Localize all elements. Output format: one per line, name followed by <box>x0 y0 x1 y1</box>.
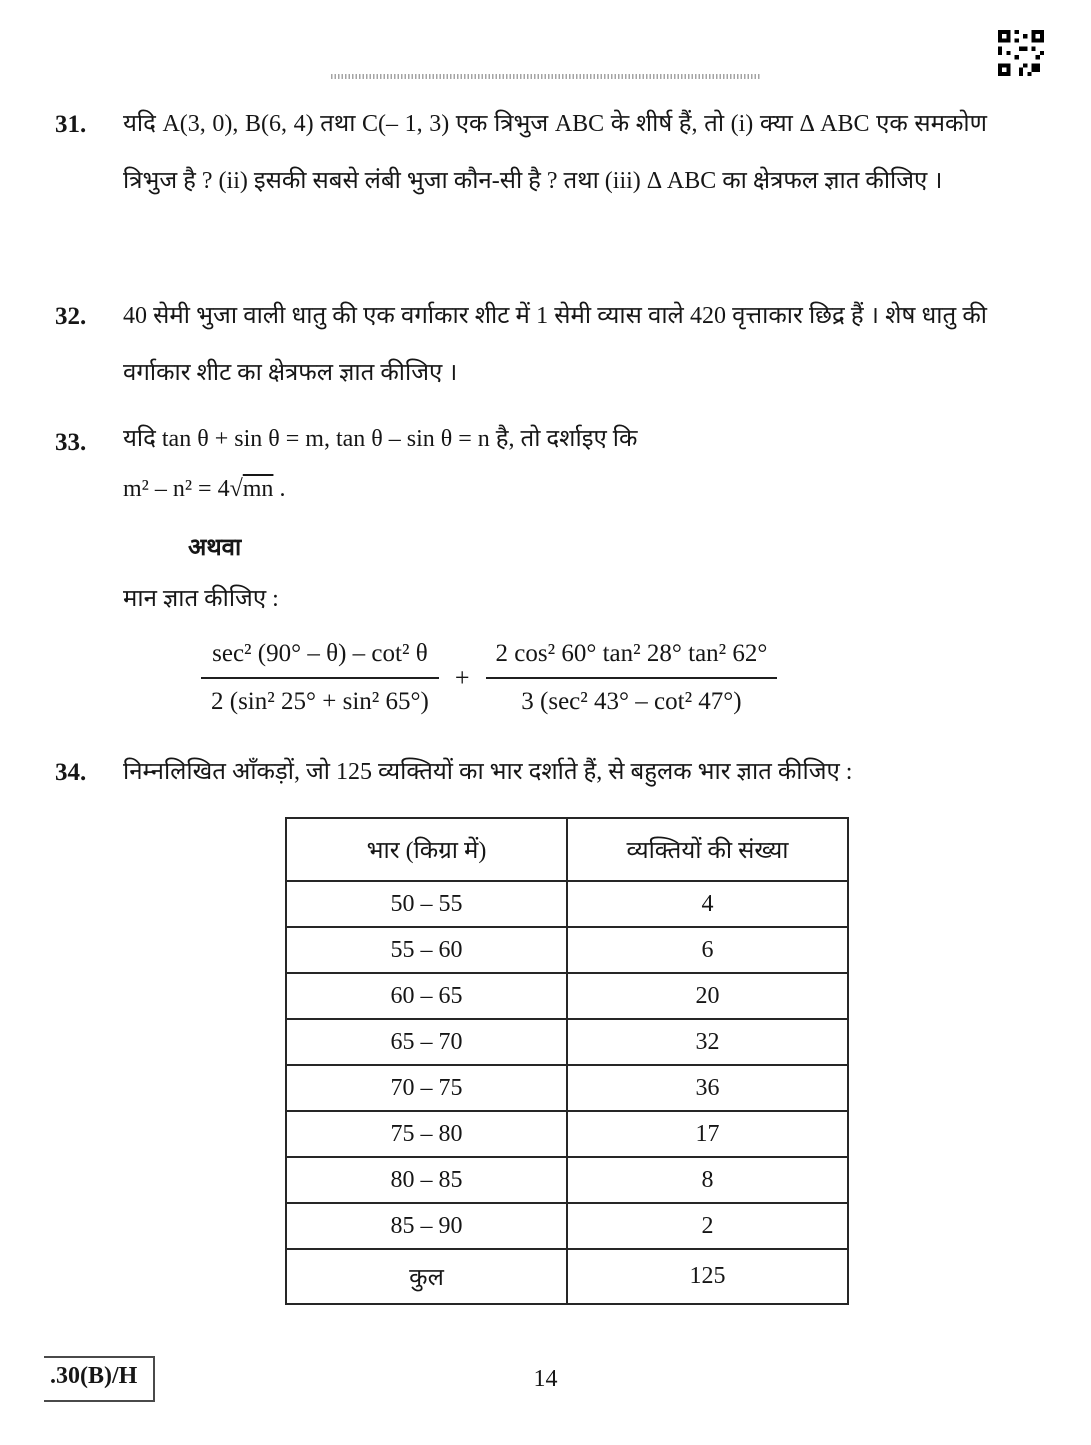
person-count: 4 <box>567 881 848 927</box>
or-label: अथवा <box>188 535 242 561</box>
question-33-identity <box>123 464 987 514</box>
person-count: 2 <box>567 1203 848 1249</box>
weight-interval: 65 – 70 <box>286 1019 567 1065</box>
plus-operator: + <box>454 663 470 692</box>
qr-code <box>998 30 1044 76</box>
person-count: 36 <box>567 1065 848 1111</box>
table-row <box>286 927 848 973</box>
weight-interval: 55 – 60 <box>286 927 567 973</box>
find-value-label: मान ज्ञात कीजिए : <box>123 586 279 612</box>
question-33 <box>55 414 987 716</box>
person-count: 20 <box>567 973 848 1019</box>
fraction-2-numerator: 2 cos² 60° tan² 28° tan² 62° <box>486 640 778 679</box>
total-count: 125 <box>567 1249 848 1304</box>
weight-interval: 50 – 55 <box>286 881 567 927</box>
weight-interval: 80 – 85 <box>286 1157 567 1203</box>
question-32 <box>55 288 987 402</box>
fraction-2-denominator: 3 (sec² 43° – cot² 47°) <box>521 688 742 715</box>
column-header-count: व्यक्तियों की संख्या <box>567 818 848 881</box>
radicand: mn <box>242 476 274 502</box>
person-count: 8 <box>567 1157 848 1203</box>
fraction-1 <box>201 640 439 716</box>
question-31 <box>55 96 987 210</box>
identity-prefix: m² – n² = 4 <box>123 476 230 502</box>
trig-expression <box>201 640 987 716</box>
weight-interval: 85 – 90 <box>286 1203 567 1249</box>
table-row <box>286 881 848 927</box>
total-label: कुल <box>286 1249 567 1304</box>
weight-interval: 75 – 80 <box>286 1111 567 1157</box>
fraction-2 <box>486 640 778 716</box>
table-row <box>286 1065 848 1111</box>
page-number: 14 <box>533 1366 558 1392</box>
column-header-weight: भार (किग्रा में) <box>286 818 567 881</box>
question-32-text: 40 सेमी भुजा वाली धातु की एक वर्गाकार शीट में 1 सेमी व्यास वाले 420 वृत्ताकार छिद्र हैं । शेष धातु की वर्गाकार शीट का क्षेत्रफल ज्ञात कीजिए । <box>123 303 987 386</box>
question-32-number: 32. <box>55 303 87 330</box>
person-count: 17 <box>567 1111 848 1157</box>
person-count: 32 <box>567 1019 848 1065</box>
question-31-text: यदि A(3, 0), B(6, 4) तथा C(– 1, 3) एक त्रिभुज ABC के शीर्ष हैं, तो (i) क्या Δ ABC एक समकोण त्रिभुज है ? (ii) इसकी सबसे लंबी भुजा कौन-सी है ? तथा (iii) Δ ABC का क्षेत्रफल ज्ञात कीजिए । <box>123 111 987 194</box>
table-row <box>286 973 848 1019</box>
fraction-1-denominator: 2 (sin² 25° + sin² 65°) <box>211 688 429 715</box>
radical-sign: √ <box>229 476 243 502</box>
header-microtext-line <box>331 74 761 79</box>
paper-code: .30(B)/H <box>44 1356 155 1402</box>
question-33-number: 33. <box>55 429 87 456</box>
question-34 <box>55 744 987 1305</box>
table-row <box>286 1157 848 1203</box>
question-34-text: निम्नलिखित आँकड़ों, जो 125 व्यक्तियों का भार दर्शाते हैं, से बहुलक भार ज्ञात कीजिए : <box>123 759 853 785</box>
person-count: 6 <box>567 927 848 973</box>
table-row <box>286 1203 848 1249</box>
question-34-number: 34. <box>55 759 87 786</box>
weight-frequency-table <box>285 817 849 1305</box>
table-total-row <box>286 1249 848 1304</box>
table-header-row <box>286 818 848 881</box>
weight-interval: 60 – 65 <box>286 973 567 1019</box>
fraction-1-numerator: sec² (90° – θ) – cot² θ <box>201 640 439 679</box>
question-31-number: 31. <box>55 111 87 138</box>
table-row <box>286 1111 848 1157</box>
identity-suffix: . <box>273 476 286 502</box>
question-33-statement: यदि tan θ + sin θ = m, tan θ – sin θ = n है, तो दर्शाइए कि <box>123 426 638 452</box>
weight-interval: 70 – 75 <box>286 1065 567 1111</box>
table-row <box>286 1019 848 1065</box>
